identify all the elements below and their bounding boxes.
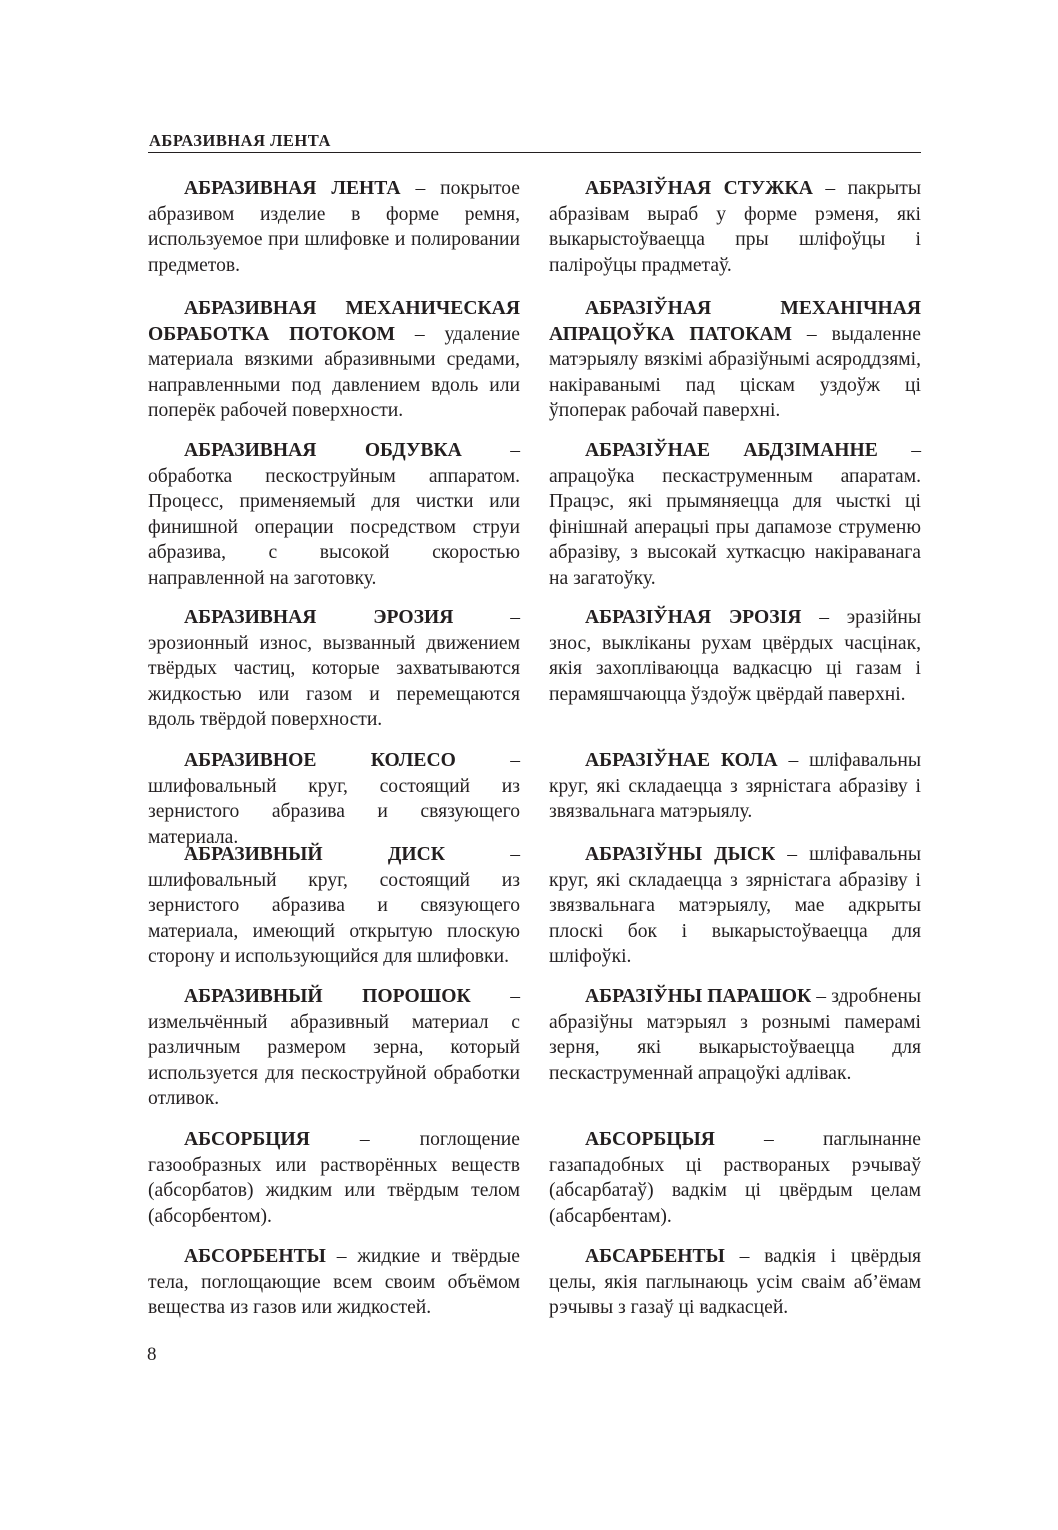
entry-term: АБРАЗІЎНАЯ СТУЖКА [585,178,813,199]
entry-absorbtsiya [148,1127,520,1229]
entry-abraziunae-abdzimanne [549,438,921,591]
running-head [148,130,921,153]
running-head-title: АБРАЗИВНАЯ ЛЕНТА [149,131,331,150]
entry-abrazivnaya-obduvka [148,438,520,591]
entry-term: АБСОРБЦИЯ [184,1129,310,1150]
entry-term: АБСОРБЕНТЫ [184,1246,326,1267]
entry-term: АБРАЗІЎНЫ ПАРАШОК [585,986,812,1007]
entry-abrazivnaya-eroziya [148,605,520,733]
entry-abraziuny-parashok [549,984,921,1086]
entry-abraziuny-dysk [549,842,921,970]
entry-term: АБРАЗІЎНЫ ДЫСК [585,844,776,865]
entry-definition: – шліфавальны круг, які складаецца з зярністага абразіву і звязвальнага матэрыялу, мае адкрыты плоскі бок і выкарыстоўваецца для шліфоўкі. [549,844,922,967]
entry-definition: – выдаленне матэрыялу вязкімі абразіўнымі асяроддзямі, накіраванымі пад ціскам уздоўж ці ўпоперак рабочай паверхні. [549,323,921,421]
entry-definition: – здробнены абразіўны матэрыял з рознымі памерамі зерня, які выкарыстоўваецца для пескаструменнай апрацоўкі адлівак. [549,986,921,1084]
entry-term: АБРАЗИВНАЯ ОБДУВКА [184,440,462,461]
entry-abraziunaya-mekhanichnaya-apratsouka [549,296,921,424]
entry-definition: – поглощение газообразных или растворённых веществ (абсорбатов) жидким или твёрдым телом (абсорбентом). [148,1129,520,1227]
entry-definition: – шліфавальны круг, які складаецца з зярністага абразіву і звязвальнага матэрыялу. [549,750,921,822]
entry-definition: – шлифовальный круг, состоящий из зернистого абразива и связующего материала. [148,750,520,848]
entry-term: АБСОРБЦЫЯ [585,1129,715,1150]
entry-absarbenty [549,1244,921,1321]
entry-abraziunaya-stuzhka [549,176,921,278]
entry-term: АБРАЗІЎНАЯ ЭРОЗІЯ [585,607,802,628]
entry-term: АБРАЗИВНАЯ ЭРОЗИЯ [184,607,454,628]
entry-abraziunaya-eroziya [549,605,921,707]
entry-absorbtsyya [549,1127,921,1229]
page-number: 8 [147,1344,157,1365]
entry-definition: – измельчённый абразивный материал с различным размером зерна, который используется для пескоструйной обработки отливок. [148,986,520,1109]
entry-term: АБСАРБЕНТЫ [585,1246,725,1267]
entry-definition: – удаление материала вязкими абразивными средами, направленными под давлением вдоль или поперёк рабочей поверхности. [148,323,520,421]
entry-abrazivny-poroshok [148,984,520,1112]
entry-definition: – покрытое абразивом изделие в форме ремня, используемое при шлифовке и полировании предметов. [148,178,520,276]
entry-abraziunae-kola [549,748,921,825]
entry-definition: – пакрыты абразівам выраб у форме рэменя, які выкарыстоўваецца пры шліфоўцы і паліроўцы прадметаў. [549,178,922,276]
entry-term: АБРАЗИВНАЯ МЕХАНИЧЕСКАЯ ОБРАБОТКА ПОТОКОМ [148,298,520,345]
entry-abrazivnoe-koleso [148,748,520,850]
entry-definition: – обработка пескоструйным аппаратом. Процесс, применяемый для чистки или финишной операции посредством струи абразива, с высокой скоростью направленной на заготовку. [148,440,520,589]
entry-definition: – апрацоўка пескаструменным апаратам. Працэс, які прымяняецца для чысткі ці фінішнай аперацыі пры дапамозе струменю абразіву, з высокай хуткасцю накіраванага на загатоўку. [549,440,921,589]
entry-definition: – эразійны знос, выкліканы рухам цвёрдых часцінак, якія захопліваюцца вадкасцю ці газам і перамяшчаюцца ўздоўж цвёрдай паверхні. [549,607,921,705]
entry-abrazivny-disk [148,842,520,970]
entry-term: АБРАЗІЎНАЕ КОЛА [585,750,778,771]
entry-definition: – эрозионный износ, вызванный движением твёрдых частиц, которые захватываются жидкостью или газом и перемещаются вдоль твёрдой поверхности. [148,607,520,730]
entry-term: АБРАЗИВНОЕ КОЛЕСО [184,750,456,771]
entry-term: АБРАЗІЎНАЯ МЕХАНІЧНАЯ АПРАЦОЎКА ПАТОКАМ [549,298,921,345]
entry-term: АБРАЗИВНЫЙ ПОРОШОК [184,986,471,1007]
entry-definition: – жидкие и твёрдые тела, поглощающие всем своим объёмом вещества из газов или жидкостей. [148,1246,520,1318]
entry-definition: – паглынанне газападобных ці раствораных рэчываў (абсарбатаў) вадкім ці цвёрдым целам (абсарбентам). [549,1129,921,1227]
entry-absorbenty [148,1244,520,1321]
entry-abrazivnaya-lenta [148,176,520,278]
entry-term: АБРАЗИВНАЯ ЛЕНТА [184,178,401,199]
entry-definition: – шлифовальный круг, состоящий из зернистого абразива и связующего материала, имеющий открытую плоскую сторону и использующийся для шлифовки. [148,844,520,967]
entry-term: АБРАЗИВНЫЙ ДИСК [184,844,445,865]
entry-definition: – вадкія і цвёрдыя целы, якія паглынаюць усім сваім аб’ёмам рэчывы з газаў ці вадкасцей. [549,1246,921,1318]
entry-abrazivnaya-mekhanicheskaya-obrabotka [148,296,520,424]
entry-term: АБРАЗІЎНАЕ АБДЗІМАННЕ [585,440,878,461]
